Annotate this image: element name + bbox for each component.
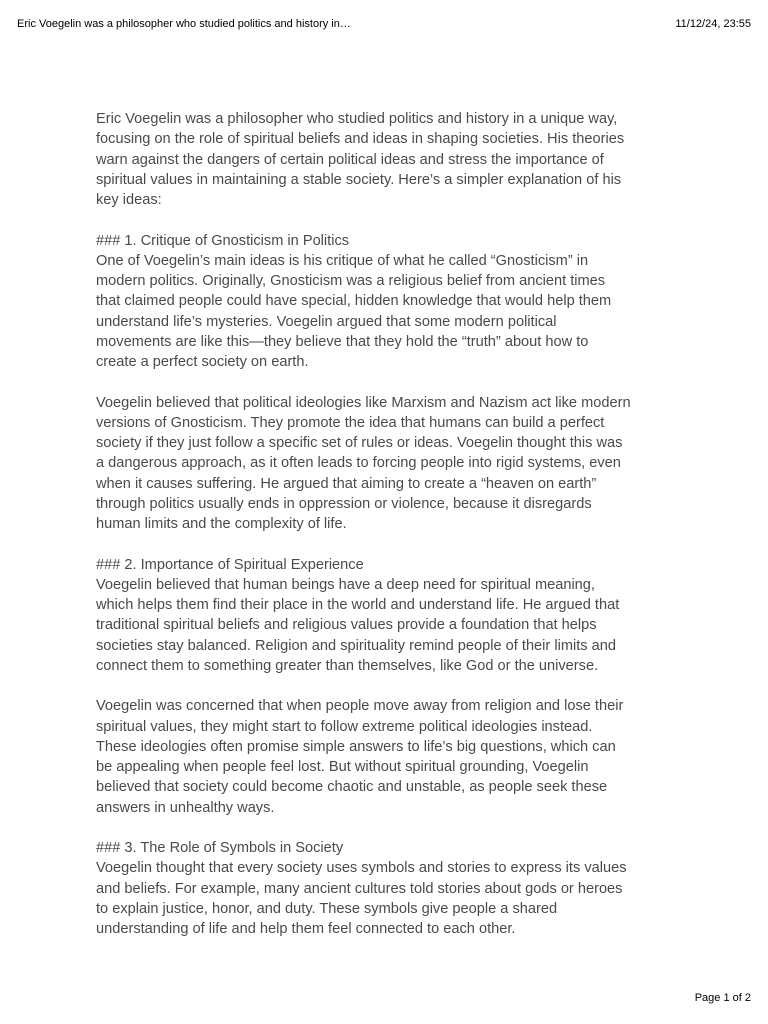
text-line: answers in unhealthy ways.	[96, 799, 275, 816]
text-line: warn against the dangers of certain political ideas and stress the importance of	[96, 151, 604, 168]
text-line: Eric Voegelin was a philosopher who studied politics and history in a unique way,	[96, 111, 618, 127]
section-2-paragraph-2	[96, 696, 686, 818]
text-line: versions of Gnosticism. They promote the idea that humans can build a perfect	[96, 414, 605, 431]
text-line: societies stay balanced. Religion and spirituality remind people of their limits and	[96, 637, 616, 654]
text-line: that claimed people could have special, hidden knowledge that would help them	[96, 293, 612, 310]
text-line: movements are like this—they believe that they hold the “truth” about how to	[96, 333, 589, 350]
text-line: Voegelin believed that political ideologies like Marxism and Nazism act like modern	[96, 394, 631, 411]
text-line: to explain justice, honor, and duty. These symbols give people a shared	[96, 900, 558, 917]
paragraph-spacer	[96, 210, 686, 230]
section-1-paragraph-2	[96, 393, 686, 535]
text-line: Voegelin believed that human beings have a deep need for spiritual meaning,	[96, 576, 595, 593]
section-heading: ### 2. Importance of Spiritual Experience	[96, 556, 364, 573]
text-line: key ideas:	[96, 192, 162, 208]
section-2	[96, 555, 686, 677]
text-line: Voegelin thought that every society uses symbols and stories to express its values	[96, 860, 627, 877]
text-line: spiritual values in maintaining a stable society. Here’s a simpler explanation of his	[96, 171, 622, 188]
text-line: One of Voegelin’s main ideas is his critique of what he called “Gnosticism” in	[96, 252, 589, 269]
text-line: focusing on the role of spiritual beliefs and ideas in shaping societies. His theories	[96, 131, 625, 148]
text-line: and beliefs. For example, many ancient cultures told stories about gods or heroes	[96, 880, 623, 897]
section-3	[96, 838, 686, 939]
text-line: modern politics. Originally, Gnosticism was a religious belief from ancient times	[96, 273, 606, 289]
text-line: be appealing when people feel lost. But without spiritual grounding, Voegelin	[96, 759, 589, 775]
text-line: society if they just follow a specific set of rules or ideas. Voegelin thought this was	[96, 435, 623, 451]
section-heading: ### 1. Critique of Gnosticism in Politics	[96, 232, 350, 249]
text-line: understanding of life and help them feel connected to each other.	[96, 921, 516, 937]
print-timestamp: 11/12/24, 23:55	[675, 18, 751, 30]
page-number: Page 1 of 2	[694, 992, 751, 1004]
paragraph-spacer	[96, 372, 686, 392]
text-line: spiritual values, they might start to follow extreme political ideologies instead.	[96, 718, 593, 735]
text-line: These ideologies often promise simple answers to life’s big questions, which can	[96, 738, 616, 755]
text-line: connect them to something greater than themselves, like God or the universe.	[96, 657, 599, 674]
text-line: believed that society could become chaotic and unstable, as people seek these	[96, 779, 608, 796]
paragraph-spacer	[96, 534, 686, 554]
paragraph-spacer	[96, 676, 686, 696]
text-line: Voegelin was concerned that when people move away from religion and lose their	[96, 698, 624, 715]
section-heading: ### 3. The Role of Symbols in Society	[96, 840, 344, 856]
text-line: through politics usually ends in oppression or violence, because it disregards	[96, 495, 592, 512]
intro-paragraph	[96, 109, 686, 210]
document-body	[96, 109, 686, 939]
paragraph-spacer	[96, 818, 686, 838]
text-line: which helps them find their place in the world and understand life. He argued that	[96, 597, 620, 613]
document-title: Eric Voegelin was a philosopher who studied politics and history in…	[17, 18, 351, 30]
text-line: understand life’s mysteries. Voegelin argued that some modern political	[96, 313, 557, 330]
section-1	[96, 231, 686, 373]
text-line: human limits and the complexity of life.	[96, 516, 347, 532]
text-line: when it causes suffering. He argued that aiming to create a “heaven on earth”	[96, 475, 597, 492]
text-line: traditional spiritual beliefs and religious values provide a foundation that helps	[96, 617, 597, 634]
text-line: a dangerous approach, as it often leads to forcing people into rigid systems, even	[96, 455, 621, 472]
text-line: create a perfect society on earth.	[96, 354, 309, 370]
